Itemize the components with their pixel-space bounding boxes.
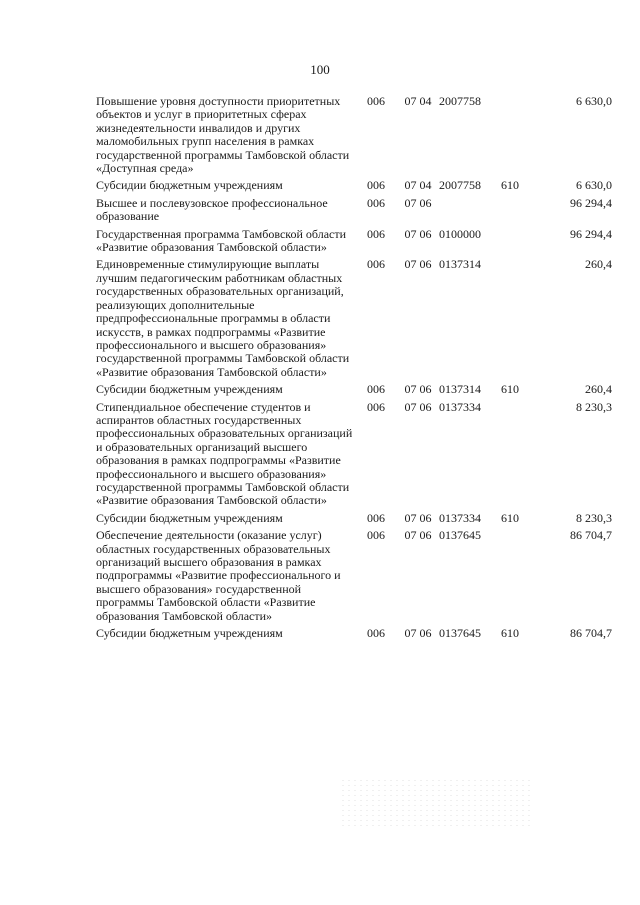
row-name: Субсидии бюджетным учреждениям: [96, 178, 283, 193]
table-row: [96, 197, 612, 228]
row-amount: 6 630,0: [576, 178, 612, 193]
row-dept-code: 006: [367, 94, 385, 108]
row-section-code: 07 06: [404, 382, 432, 397]
row-expense-type: [501, 95, 529, 179]
row-amount: 260,4: [585, 257, 612, 272]
row-amount: 8 230,3: [576, 399, 612, 414]
table-row: [96, 258, 612, 383]
table-row: [96, 512, 612, 529]
row-name: Повышение уровня доступности приоритетных объектов и услуг в приоритетных сферах жизнедеятельности инвалидов и других маломобильных групп населения в рамках государственной программы Тамбовской области «Доступная среда»: [96, 94, 350, 176]
row-expense-type: [501, 529, 529, 627]
row-expense-type: [501, 401, 529, 512]
row-target-code: 0100000: [439, 226, 481, 241]
row-name: Стипендиальное обеспечение студентов и аспирантов областных государственных профессиональных образовательных организаций и образовательных организаций высшего образования в рамках подпрограммы «Развитие профессионального и высшего образования» государственной программы Тамбовской области «Развитие образования Тамбовской области»: [96, 399, 353, 508]
row-section-code: 07 06: [404, 257, 432, 272]
row-amount: 8 230,3: [576, 510, 612, 525]
row-amount: 96 294,4: [570, 226, 612, 241]
table-row: [96, 179, 612, 196]
row-expense-type: [501, 197, 529, 228]
table-row: [96, 529, 612, 627]
row-expense-type: 610: [501, 510, 519, 525]
row-name: Высшее и послевузовское профессиональное образование: [96, 195, 328, 224]
row-dept-code: 006: [367, 382, 385, 397]
table-row: [96, 401, 612, 512]
scan-noise: [340, 778, 530, 828]
row-dept-code: 006: [367, 257, 385, 272]
row-target-code: 2007758: [439, 178, 481, 193]
row-section-code: 07 04: [404, 94, 432, 108]
row-dept-code: 006: [367, 528, 385, 543]
row-name: Единовременные стимулирующие выплаты лучшим педагогическим работникам областных государственных образовательных организаций, реализующих дополнительные предпрофессиональные программы в области искусств, в рамках подпрограммы «Развитие профессионального и высшего образования» государственной программы Тамбовской области «Развитие образования Тамбовской области»: [96, 257, 350, 379]
row-dept-code: 006: [367, 399, 385, 414]
row-target-code: 0137334: [439, 510, 481, 525]
row-name: Субсидии бюджетным учреждениям: [96, 510, 283, 525]
row-amount: 6 630,0: [576, 94, 612, 108]
row-section-code: 07 06: [404, 528, 432, 543]
table-row: [96, 383, 612, 400]
table-row: [96, 228, 612, 259]
row-amount: 86 704,7: [570, 528, 612, 543]
row-target-code: 0137645: [439, 528, 481, 543]
row-amount: 260,4: [585, 382, 612, 397]
row-target-code: 0137645: [439, 626, 481, 641]
row-expense-type: 610: [501, 626, 519, 641]
row-target-code: 2007758: [439, 94, 481, 108]
table-row: [96, 627, 612, 644]
row-name: Субсидии бюджетным учреждениям: [96, 382, 283, 397]
row-target-code: 0137314: [439, 382, 481, 397]
row-section-code: 07 04: [404, 178, 432, 193]
row-section-code: 07 06: [404, 195, 432, 210]
row-name: Обеспечение деятельности (оказание услуг) областных государственных образовательных организаций высшего образования в рамках подпрограммы «Развитие профессионального и высшего образования» государственной программы Тамбовской области «Развитие образования Тамбовской области»: [96, 528, 341, 623]
row-dept-code: 006: [367, 510, 385, 525]
row-amount: 86 704,7: [570, 626, 612, 641]
row-expense-type: [501, 258, 529, 383]
row-target-code: 0137334: [439, 399, 481, 414]
row-expense-type: 610: [501, 178, 519, 193]
table-row: [96, 95, 612, 179]
row-target-code: 0137314: [439, 257, 481, 272]
row-section-code: 07 06: [404, 399, 432, 414]
row-expense-type: [501, 228, 529, 259]
row-section-code: 07 06: [404, 626, 432, 641]
row-name: Субсидии бюджетным учреждениям: [96, 626, 283, 641]
row-dept-code: 006: [367, 226, 385, 241]
row-name: Государственная программа Тамбовской области «Развитие образования Тамбовской области»: [96, 226, 347, 255]
row-amount: 96 294,4: [570, 195, 612, 210]
row-section-code: 07 06: [404, 510, 432, 525]
row-section-code: 07 06: [404, 226, 432, 241]
page-number: 100: [310, 62, 330, 77]
row-target-code: [439, 197, 501, 228]
row-expense-type: 610: [501, 382, 519, 397]
row-dept-code: 006: [367, 178, 385, 193]
row-dept-code: 006: [367, 626, 385, 641]
row-dept-code: 006: [367, 195, 385, 210]
budget-table: [96, 95, 612, 644]
